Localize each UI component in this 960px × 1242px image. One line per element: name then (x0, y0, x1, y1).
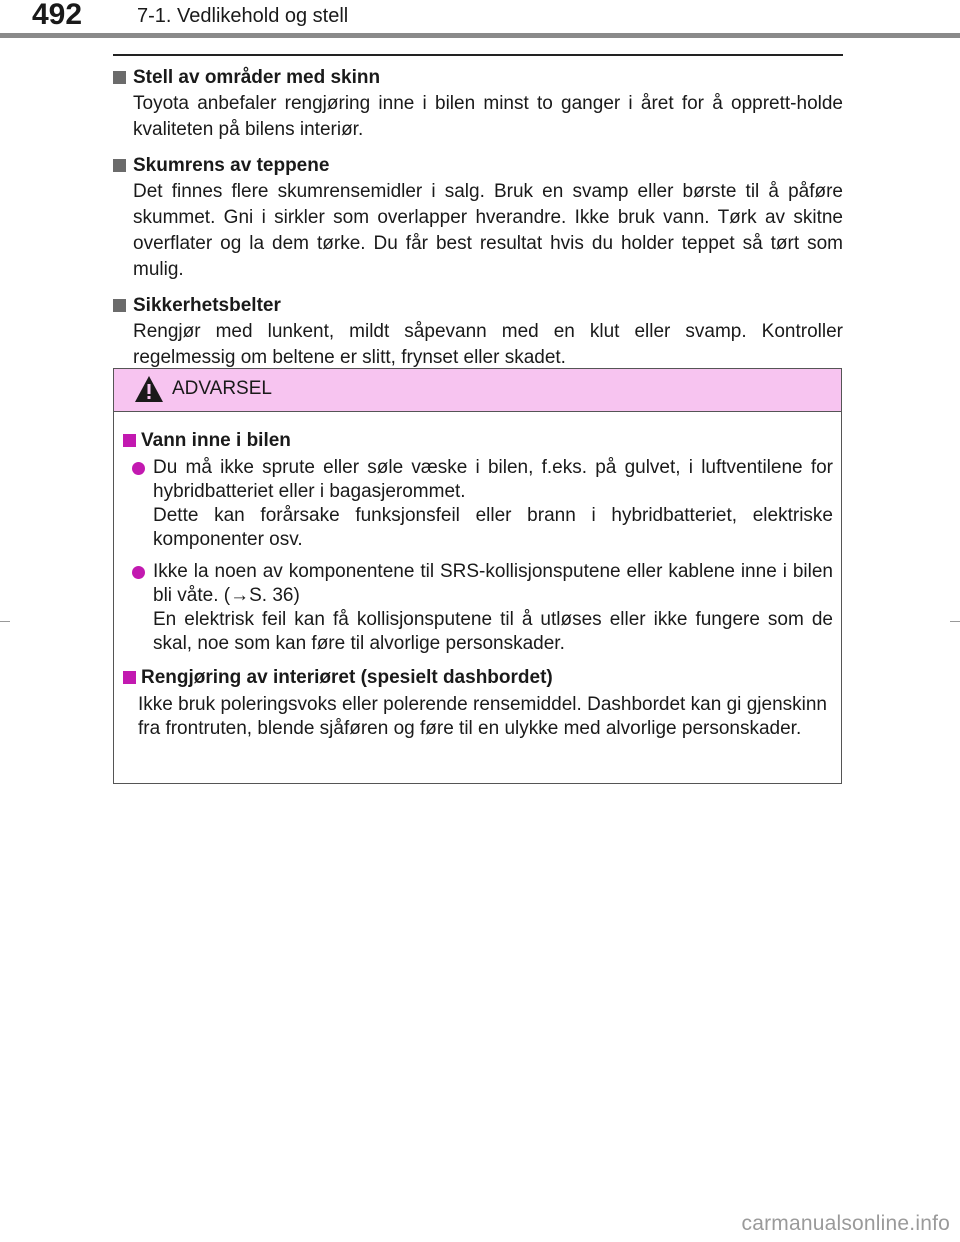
warning-section-text: Ikke bruk poleringsvoks eller polerende rensemiddel. Dashbordet kan gi gjenskinn fra frontruten, blende sjåføren og føre til en ulykke med alvorlige personskader. (138, 694, 827, 739)
bullet-dot-icon (132, 462, 145, 475)
watermark: carmanualsonline.info (741, 1212, 950, 1235)
bullet-text: En elektrisk feil kan få kollisjonsputene til å utløses eller ikke fungere som de skal, noe som kan føre til alvorlige personskader. (153, 609, 833, 654)
main-content (113, 64, 843, 380)
section-heading: Skumrens av teppene (133, 155, 330, 176)
section-square-icon (113, 159, 126, 172)
bullet-text: Ikke la noen av komponentene til SRS-kollisjonsputene eller kablene inne i bilen bli våte. (→S. 36) (153, 561, 833, 606)
warning-body (114, 412, 841, 741)
warning-section-water (123, 427, 833, 656)
section-heading: Sikkerhetsbelter (133, 295, 281, 316)
bullet-text: Du må ikke sprute eller søle væske i bilen, f.eks. på gulvet, i luftventilene for hybridbatteriet eller i bagasjerommet. (153, 457, 833, 502)
section-text: Det finnes flere skumrensemidler i salg. Bruk en svamp eller børste til å påføre skummet. Gni i sirkler som overlapper hverandre. Ikke bruk vann. Tørk av skitne overflater og la dem tørke. Du får best resultat hvis du holder teppet så tørt som mulig. (133, 181, 843, 280)
content-rule (113, 54, 843, 56)
section-text: Rengjør med lunkent, mildt såpevann med en klut eller svamp. Kontroller regelmessig om beltene er slitt, frynset eller skadet. (133, 321, 843, 368)
crop-mark-right (950, 621, 960, 622)
warning-bullet (132, 560, 833, 656)
section-square-icon (113, 71, 126, 84)
warning-triangle-icon (134, 375, 164, 403)
bullet-dot-icon (132, 566, 145, 579)
bullet-text: Dette kan forårsake funksjonsfeil eller brann i hybridbatteriet, elektriske komponenter osv. (153, 505, 833, 550)
warning-section-dashboard (123, 664, 833, 741)
chapter-title: 7-1. Vedlikehold og stell (137, 5, 349, 27)
header-rule (0, 33, 960, 38)
warning-title: ADVARSEL (172, 378, 272, 399)
section-heading: Stell av områder med skinn (133, 67, 381, 88)
page-number: 492 (32, 0, 83, 31)
warning-section-heading: Rengjøring av interiøret (spesielt dashbordet) (141, 667, 553, 688)
section-seatbelts (113, 292, 843, 371)
warning-square-icon (123, 671, 136, 684)
warning-square-icon (123, 434, 136, 447)
warning-header (114, 369, 841, 412)
section-carpet-foam (113, 152, 843, 283)
warning-bullet (132, 456, 833, 552)
section-leather-care (113, 64, 843, 143)
section-square-icon (113, 299, 126, 312)
warning-section-heading: Vann inne i bilen (141, 430, 291, 451)
section-text: Toyota anbefaler rengjøring inne i bilen minst to ganger i året for å opprett-holde kvaliteten på bilens interiør. (133, 93, 843, 140)
crop-mark-left (0, 621, 10, 622)
warning-box (113, 368, 842, 784)
